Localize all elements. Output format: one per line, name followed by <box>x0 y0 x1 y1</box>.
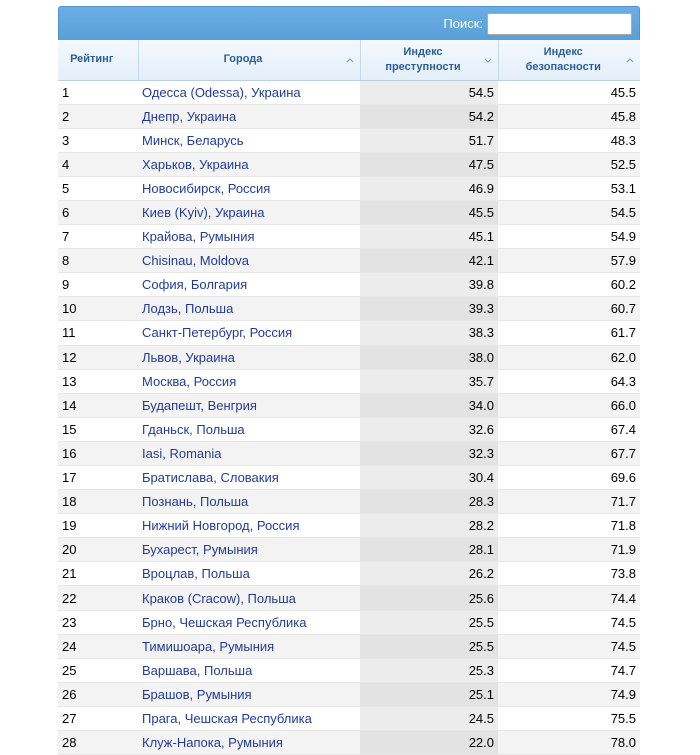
rank-cell: 3 <box>58 128 138 152</box>
rank-cell: 1 <box>58 80 138 104</box>
crime-index-cell: 45.5 <box>360 200 498 224</box>
crime-index-cell: 25.5 <box>360 634 498 658</box>
crime-index-cell: 25.6 <box>360 586 498 610</box>
safety-index-cell: 48.3 <box>498 128 640 152</box>
city-link[interactable]: Братислава, Словакия <box>138 466 360 490</box>
rank-cell: 19 <box>58 514 138 538</box>
safety-index-cell: 71.9 <box>498 538 640 562</box>
safety-index-cell: 64.3 <box>498 369 640 393</box>
city-link[interactable]: Chisinau, Moldova <box>138 249 360 273</box>
safety-index-cell: 57.9 <box>498 249 640 273</box>
crime-index-cell: 38.3 <box>360 321 498 345</box>
table-row <box>58 297 640 321</box>
safety-index-cell: 69.6 <box>498 466 640 490</box>
crime-index-cell: 39.3 <box>360 297 498 321</box>
crime-index-cell: 28.2 <box>360 514 498 538</box>
table-body <box>58 80 640 755</box>
safety-index-cell: 74.7 <box>498 658 640 682</box>
city-link[interactable]: Бухарест, Румыния <box>138 538 360 562</box>
table-row <box>58 514 640 538</box>
column-header-label-line1: Индекс <box>543 45 583 58</box>
safety-index-cell: 62.0 <box>498 345 640 369</box>
crime-index-cell: 51.7 <box>360 128 498 152</box>
crime-index-cell: 38.0 <box>360 345 498 369</box>
crime-index-cell: 35.7 <box>360 369 498 393</box>
sort-asc-icon <box>626 53 634 67</box>
city-link[interactable]: Брно, Чешская Республика <box>138 610 360 634</box>
sort-asc-icon <box>346 53 354 67</box>
crime-index-cell: 34.0 <box>360 393 498 417</box>
table-header-row <box>58 40 640 80</box>
rank-cell: 7 <box>58 225 138 249</box>
crime-index-cell: 25.5 <box>360 610 498 634</box>
rank-cell: 21 <box>58 562 138 586</box>
city-link[interactable]: Краков (Cracow), Польша <box>138 586 360 610</box>
column-header-label: Города <box>223 53 263 66</box>
safety-index-cell: 71.8 <box>498 514 640 538</box>
city-link[interactable]: Новосибирск, Россия <box>138 176 360 200</box>
crime-index-cell: 45.1 <box>360 225 498 249</box>
column-header-label: Рейтинг <box>70 53 114 66</box>
city-link[interactable]: Клуж-Напока, Румыния <box>138 731 360 755</box>
crime-index-cell: 32.3 <box>360 441 498 465</box>
search-bar <box>58 6 640 40</box>
column-header-label-line1: Индекс <box>403 45 443 58</box>
city-link[interactable]: Санкт-Петербург, Россия <box>138 321 360 345</box>
safety-index-cell: 74.5 <box>498 634 640 658</box>
crime-index-cell: 28.3 <box>360 490 498 514</box>
crime-index-cell: 54.2 <box>360 104 498 128</box>
rank-cell: 15 <box>58 417 138 441</box>
column-header-label-line2: преступности <box>385 60 461 73</box>
rank-cell: 6 <box>58 200 138 224</box>
table-row <box>58 225 640 249</box>
city-link[interactable]: Нижний Новгород, Россия <box>138 514 360 538</box>
table-row <box>58 658 640 682</box>
city-link[interactable]: Харьков, Украина <box>138 152 360 176</box>
crime-index-cell: 54.5 <box>360 80 498 104</box>
rank-cell: 25 <box>58 658 138 682</box>
city-link[interactable]: Лодзь, Польша <box>138 297 360 321</box>
city-link[interactable]: Львов, Украина <box>138 345 360 369</box>
city-link[interactable]: Минск, Беларусь <box>138 128 360 152</box>
table-row <box>58 128 640 152</box>
table-row <box>58 562 640 586</box>
rank-cell: 10 <box>58 297 138 321</box>
table-row <box>58 610 640 634</box>
safety-index-cell: 78.0 <box>498 731 640 755</box>
city-link[interactable]: Тимишоара, Румыния <box>138 634 360 658</box>
crime-index-cell: 32.6 <box>360 417 498 441</box>
rank-cell: 11 <box>58 321 138 345</box>
city-link[interactable]: Прага, Чешская Республика <box>138 706 360 730</box>
city-link[interactable]: Крайова, Румыния <box>138 225 360 249</box>
city-link[interactable]: Iasi, Romania <box>138 441 360 465</box>
city-link[interactable]: Вроцлав, Польша <box>138 562 360 586</box>
search-input[interactable] <box>487 13 632 35</box>
rank-cell: 24 <box>58 634 138 658</box>
column-header-crime-index[interactable] <box>360 40 498 80</box>
table-row <box>58 393 640 417</box>
safety-index-cell: 60.2 <box>498 273 640 297</box>
rank-cell: 20 <box>58 538 138 562</box>
safety-index-cell: 73.8 <box>498 562 640 586</box>
rank-cell: 8 <box>58 249 138 273</box>
rank-cell: 5 <box>58 176 138 200</box>
safety-index-cell: 66.0 <box>498 393 640 417</box>
safety-index-cell: 53.1 <box>498 176 640 200</box>
search-label: Поиск: <box>443 16 483 31</box>
table-row <box>58 249 640 273</box>
table-row <box>58 345 640 369</box>
column-header-city[interactable] <box>138 40 360 80</box>
table-row <box>58 706 640 730</box>
rank-cell: 4 <box>58 152 138 176</box>
city-link[interactable]: Одесса (Odessa), Украина <box>138 80 360 104</box>
city-link[interactable]: Киев (Kyiv), Украина <box>138 200 360 224</box>
safety-index-cell: 45.5 <box>498 80 640 104</box>
city-link[interactable]: Брашов, Румыния <box>138 682 360 706</box>
rank-cell: 9 <box>58 273 138 297</box>
crime-index-cell: 47.5 <box>360 152 498 176</box>
rank-cell: 27 <box>58 706 138 730</box>
table-row <box>58 538 640 562</box>
city-link[interactable]: Москва, Россия <box>138 369 360 393</box>
table-row <box>58 634 640 658</box>
table-row <box>58 176 640 200</box>
rank-cell: 22 <box>58 586 138 610</box>
column-header-rank[interactable] <box>58 40 138 80</box>
city-link[interactable]: Будапешт, Венгрия <box>138 393 360 417</box>
cities-table <box>58 40 640 755</box>
safety-index-cell: 74.5 <box>498 610 640 634</box>
rank-cell: 17 <box>58 466 138 490</box>
table-row <box>58 441 640 465</box>
crime-index-cell: 25.3 <box>360 658 498 682</box>
crime-index-cell: 22.0 <box>360 731 498 755</box>
safety-index-cell: 52.5 <box>498 152 640 176</box>
table-row <box>58 731 640 755</box>
rank-cell: 12 <box>58 345 138 369</box>
safety-index-cell: 75.5 <box>498 706 640 730</box>
rank-cell: 23 <box>58 610 138 634</box>
safety-index-cell: 54.5 <box>498 200 640 224</box>
rank-cell: 2 <box>58 104 138 128</box>
crime-index-cell: 24.5 <box>360 706 498 730</box>
safety-index-cell: 67.4 <box>498 417 640 441</box>
safety-index-cell: 71.7 <box>498 490 640 514</box>
crime-index-cell: 46.9 <box>360 176 498 200</box>
crime-index-cell: 42.1 <box>360 249 498 273</box>
rankings-table-widget <box>58 6 640 755</box>
crime-index-cell: 30.4 <box>360 466 498 490</box>
table-row <box>58 682 640 706</box>
table-row <box>58 104 640 128</box>
table-row <box>58 273 640 297</box>
column-header-safety-index[interactable] <box>498 40 640 80</box>
table-row <box>58 321 640 345</box>
rank-cell: 26 <box>58 682 138 706</box>
city-link[interactable]: Днепр, Украина <box>138 104 360 128</box>
city-link[interactable]: Познань, Польша <box>138 490 360 514</box>
table-row <box>58 417 640 441</box>
table-row <box>58 369 640 393</box>
safety-index-cell: 45.8 <box>498 104 640 128</box>
table-row <box>58 490 640 514</box>
rank-cell: 28 <box>58 731 138 755</box>
table-row <box>58 586 640 610</box>
city-link[interactable]: Варшава, Польша <box>138 658 360 682</box>
crime-index-cell: 25.1 <box>360 682 498 706</box>
city-link[interactable]: София, Болгария <box>138 273 360 297</box>
safety-index-cell: 74.4 <box>498 586 640 610</box>
safety-index-cell: 74.9 <box>498 682 640 706</box>
safety-index-cell: 67.7 <box>498 441 640 465</box>
safety-index-cell: 60.7 <box>498 297 640 321</box>
table-row <box>58 466 640 490</box>
rank-cell: 14 <box>58 393 138 417</box>
city-link[interactable]: Гданьск, Польша <box>138 417 360 441</box>
rank-cell: 16 <box>58 441 138 465</box>
rank-cell: 13 <box>58 369 138 393</box>
safety-index-cell: 54.9 <box>498 225 640 249</box>
table-row <box>58 152 640 176</box>
rank-cell: 18 <box>58 490 138 514</box>
crime-index-cell: 39.8 <box>360 273 498 297</box>
table-row <box>58 80 640 104</box>
safety-index-cell: 61.7 <box>498 321 640 345</box>
crime-index-cell: 26.2 <box>360 562 498 586</box>
column-header-label-line2: безопасности <box>525 60 601 73</box>
crime-index-cell: 28.1 <box>360 538 498 562</box>
table-row <box>58 200 640 224</box>
sort-desc-icon <box>484 53 492 67</box>
